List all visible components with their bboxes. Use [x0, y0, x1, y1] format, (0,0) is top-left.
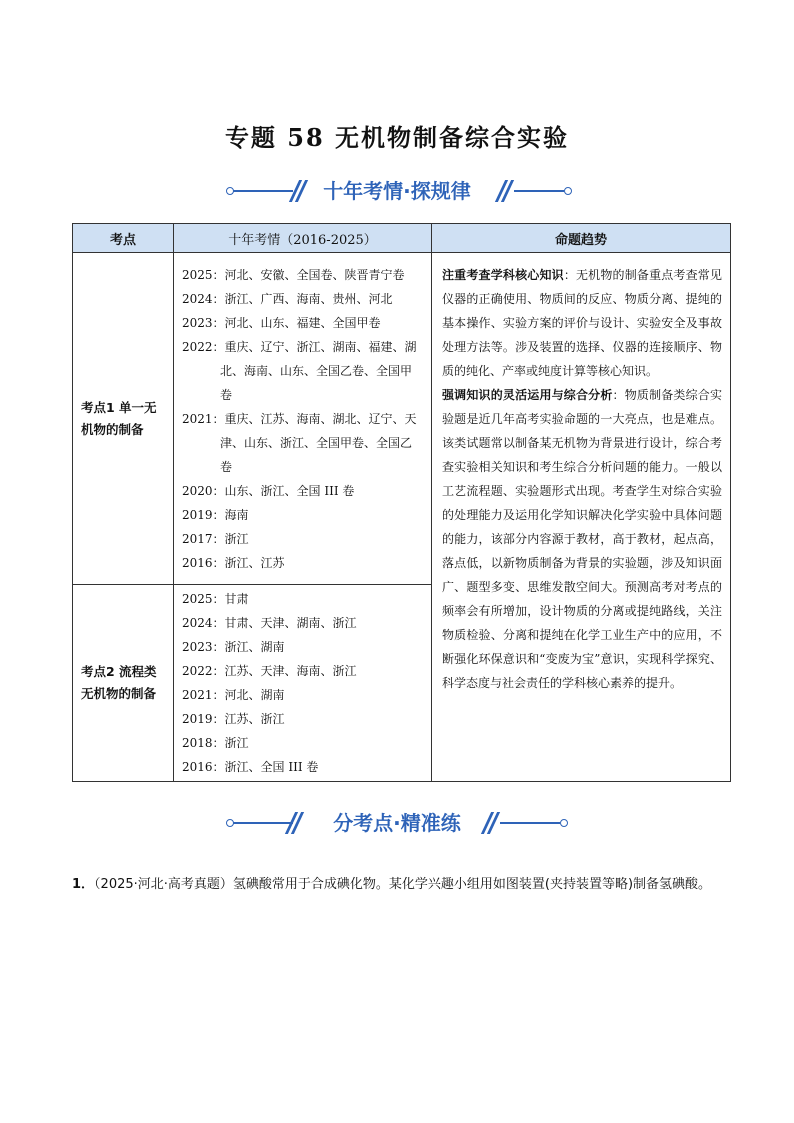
year-entry: 2019：江苏、浙江 [182, 712, 285, 726]
question-text: 氢碘酸常用于合成碘化物。某化学兴趣小组用如图装置(夹持装置等略)制备氢碘酸。 [232, 877, 712, 892]
trend-cell [432, 253, 731, 782]
year-entry: 2022：江苏、天津、海南、浙江 [182, 664, 357, 678]
question-source: （2025·河北·高考真题） [94, 877, 233, 892]
question-1 [72, 872, 732, 898]
year-entry: 2023：浙江、湖南 [182, 640, 285, 654]
trend-text: ：物质制备类综合实验题是近几年高考实验命题的一大亮点，也是难点。该类试题常以制备某无机物为背景进行设计，综合考查实验相关知识和考生综合分析问题的能力。一般以工艺流程题、实验题形式出现。考查学生对综合实验的处理能力及运用化学知识解决化学实验中具体问题的能力，该部分内容源于教材，高于教材，起点高，落点低，以新物质制备为背景的实验题，涉及知识面广、题型多变、思维发散空间大。预测高考对考点的频率会有所增加，设计物质的分离或提纯路线，关注物质检验、分离和提纯在化学工业生产中的应用，不断强化环保意识和“变废为宝”意识，实现科学探究、科学态度与社会责任的学科核心素养的提升。 [442, 388, 722, 690]
section-banner-practice [0, 808, 794, 838]
year-entry: 2024：甘肃、天津、湖南、浙江 [182, 616, 357, 630]
year-entry: 2016：浙江、江苏 [182, 555, 285, 570]
table-row [73, 253, 731, 585]
trend-heading: 强调知识的灵活运用与综合分析 [442, 388, 613, 402]
year-entry: 2016：浙江、全国 III 卷 [182, 760, 319, 774]
banner-dot-icon [564, 187, 572, 195]
exam-point-cell: 考点2 流程类无机物的制备 [73, 585, 174, 782]
banner-slash-icon [486, 812, 496, 834]
year-entry: 2020：山东、浙江、全国 III 卷 [182, 483, 355, 498]
section-banner-trends [0, 176, 794, 206]
header-cell: 十年考情（2016-2025） [174, 224, 432, 253]
year-entry: 2018：浙江 [182, 736, 249, 750]
year-entry: 2025：甘肃 [182, 592, 249, 606]
header-cell: 考点 [73, 224, 174, 253]
table-header-row [73, 224, 731, 253]
years-cell [174, 253, 432, 585]
year-entry: 2021：河北、湖南 [182, 688, 285, 702]
years-cell [174, 585, 432, 782]
trend-heading: 注重考查学科核心知识 [442, 268, 564, 282]
year-entry: 2021：重庆、江苏、海南、湖北、辽宁、天津、山东、浙江、全国甲卷、全国乙卷 [182, 411, 417, 474]
exam-trend-table [72, 223, 731, 782]
header-cell: 命题趋势 [432, 224, 731, 253]
year-entry: 2025：河北、安徽、全国卷、陕晋青宁卷 [182, 267, 405, 282]
trend-text: ：无机物的制备重点考查常见仪器的正确使用、物质间的反应、物质分离、提纯的基本操作、实验方案的评价与设计、实验安全及事故处理方法等。涉及装置的选择、仪器的连接顺序、物质的纯化、产率或纯度计算等核心知识。 [442, 268, 722, 378]
question-number: 1． [72, 877, 95, 892]
year-entry: 2017：浙江 [182, 531, 249, 546]
year-entry: 2022：重庆、辽宁、浙江、湖南、福建、湖北、海南、山东、全国乙卷、全国甲卷 [182, 339, 417, 402]
year-entry: 2019：海南 [182, 507, 249, 522]
banner-dot-icon [560, 819, 568, 827]
banner-title: 分考点·精准练 [333, 811, 461, 835]
exam-point-cell: 考点1 单一无机物的制备 [73, 253, 174, 585]
banner-slash-icon [500, 180, 510, 202]
page-title: 专题 58 无机物制备综合实验 [224, 123, 570, 152]
year-entry: 2023：河北、山东、福建、全国甲卷 [182, 315, 381, 330]
banner-title: 十年考情·探规律 [323, 179, 471, 203]
year-entry: 2024：浙江、广西、海南、贵州、河北 [182, 291, 393, 306]
